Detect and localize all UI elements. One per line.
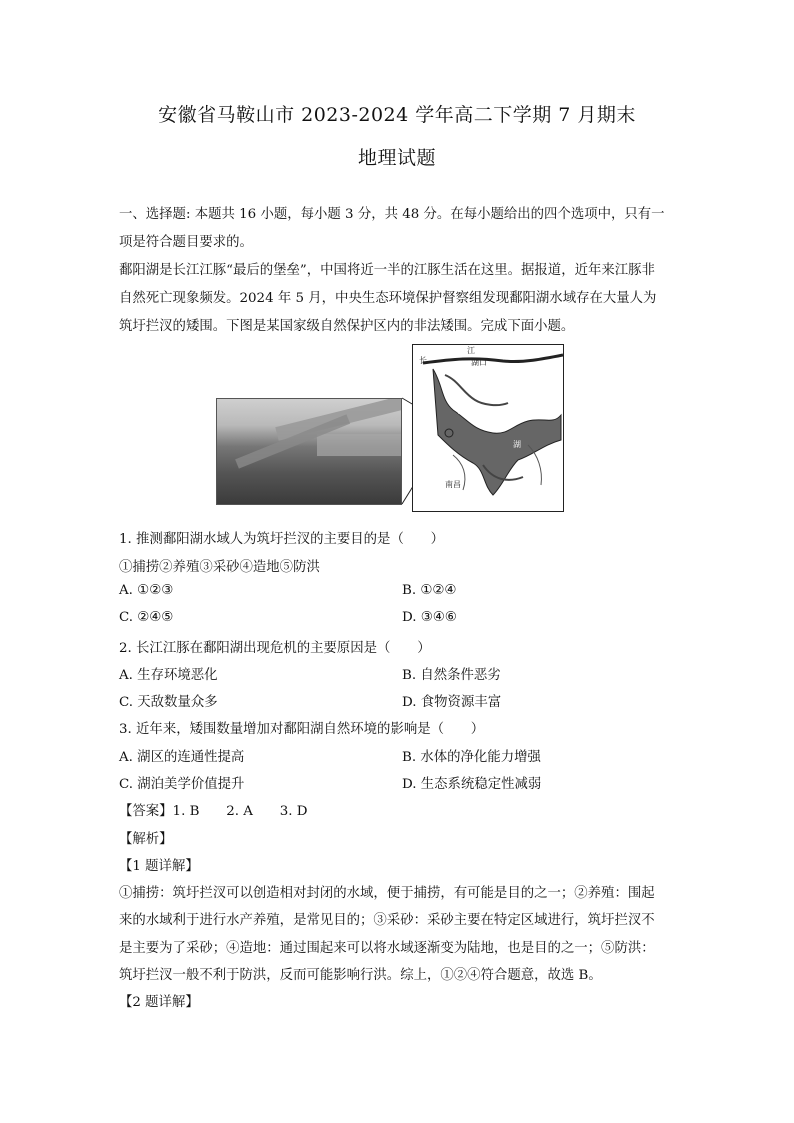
document-subtitle: 地理试题 [357,147,436,169]
question-3-option-b: B. 水体的净化能力增强 [402,750,541,765]
map-label-nanchang: 南昌 [445,480,461,489]
q1-explanation-line-3: 是主要为了采砂；④造地：通过围起来可以将水域逐渐变为陆地，也是目的之一；⑤防洪： [119,941,655,956]
document-title: 安徽省马鞍山市 2023-2024 学年高二下学期 7 月期末 [158,104,636,126]
map-label-po: 鄱 [457,406,465,415]
lake-outline [413,345,563,511]
map-label-hukou: 湖口 [471,358,487,367]
section-instructions-line-2: 项是符合题目要求的。 [119,235,253,250]
question-1-option-a: A. ①②③ [119,583,174,598]
question-1-option-c: C. ②④⑤ [119,610,174,625]
question-2-option-a: A. 生存环境恶化 [119,668,218,683]
question-3-option-d: D. 生态系统稳定性减弱 [402,777,542,792]
question-2-option-d: D. 食物资源丰富 [402,695,502,710]
question-3-stem: 3. 近年来，矮围数量增加对鄱阳湖自然环境的影响是（ ） [119,722,485,737]
analysis-label: 【解析】 [119,832,173,847]
question-1-items: ①捕捞②养殖③采砂④造地⑤防洪 [119,560,320,575]
map-label-yang: 阳 [495,422,503,431]
map-label-chang: 长 [419,356,427,365]
question-2-stem: 2. 长江江豚在鄱阳湖出现危机的主要原因是（ ） [119,641,431,656]
section-instructions-line-1: 一、选择题: 本题共 16 小题，每小题 3 分，共 48 分。在每小题给出的四个选项中，只有一 [119,207,665,222]
q1-explanation-line-1: ①捕捞：筑圩拦汊可以创造相对封闭的水域，便于捕捞，有可能是目的之一；②养殖：围起 [119,886,655,901]
question-2-option-c: C. 天敌数量众多 [119,695,218,710]
question-1-option-d: D. ③④⑥ [402,610,457,625]
poyang-lake-map [412,344,564,512]
passage-line-1: 鄱阳湖是长江江豚“最后的堡垒”，中国将近一半的江豚生活在这里。据报道，近年来江豚非 [119,263,655,278]
question-1-option-b: B. ①②④ [402,583,457,598]
question-3-option-c: C. 湖泊美学价值提升 [119,777,245,792]
passage-line-3: 筑圩拦汊的矮围。下图是某国家级自然保护区内的非法矮围。完成下面小题。 [119,319,575,334]
q1-explanation-label: 【1 题详解】 [119,859,199,874]
question-1-stem: 1. 推测鄱阳湖水域人为筑圩拦汊的主要目的是（ ） [119,532,445,547]
q1-explanation-line-2: 来的水域利于进行水产养殖，是常见目的；③采砂：采砂主要在特定区域进行，筑圩拦汊不 [119,913,655,928]
figure-illegal-enclosure [216,344,566,512]
passage-line-2: 自然死亡现象频发。2024 年 5 月，中央生态环境保护督察组发现鄱阳湖水域存在大量人为 [119,291,657,306]
map-label-hu: 湖 [513,440,521,449]
map-label-jiang: 江 [467,346,475,355]
q2-explanation-label: 【2 题详解】 [119,995,199,1010]
question-3-option-a: A. 湖区的连通性提高 [119,750,245,765]
answer-line: 【答案】1. B 2. A 3. D [119,804,308,819]
q1-explanation-line-4: 筑圩拦汊一般不利于防洪，反而可能影响行洪。综上，①②④符合题意，故选 B。 [119,968,602,983]
question-2-option-b: B. 自然条件恶劣 [402,668,501,683]
